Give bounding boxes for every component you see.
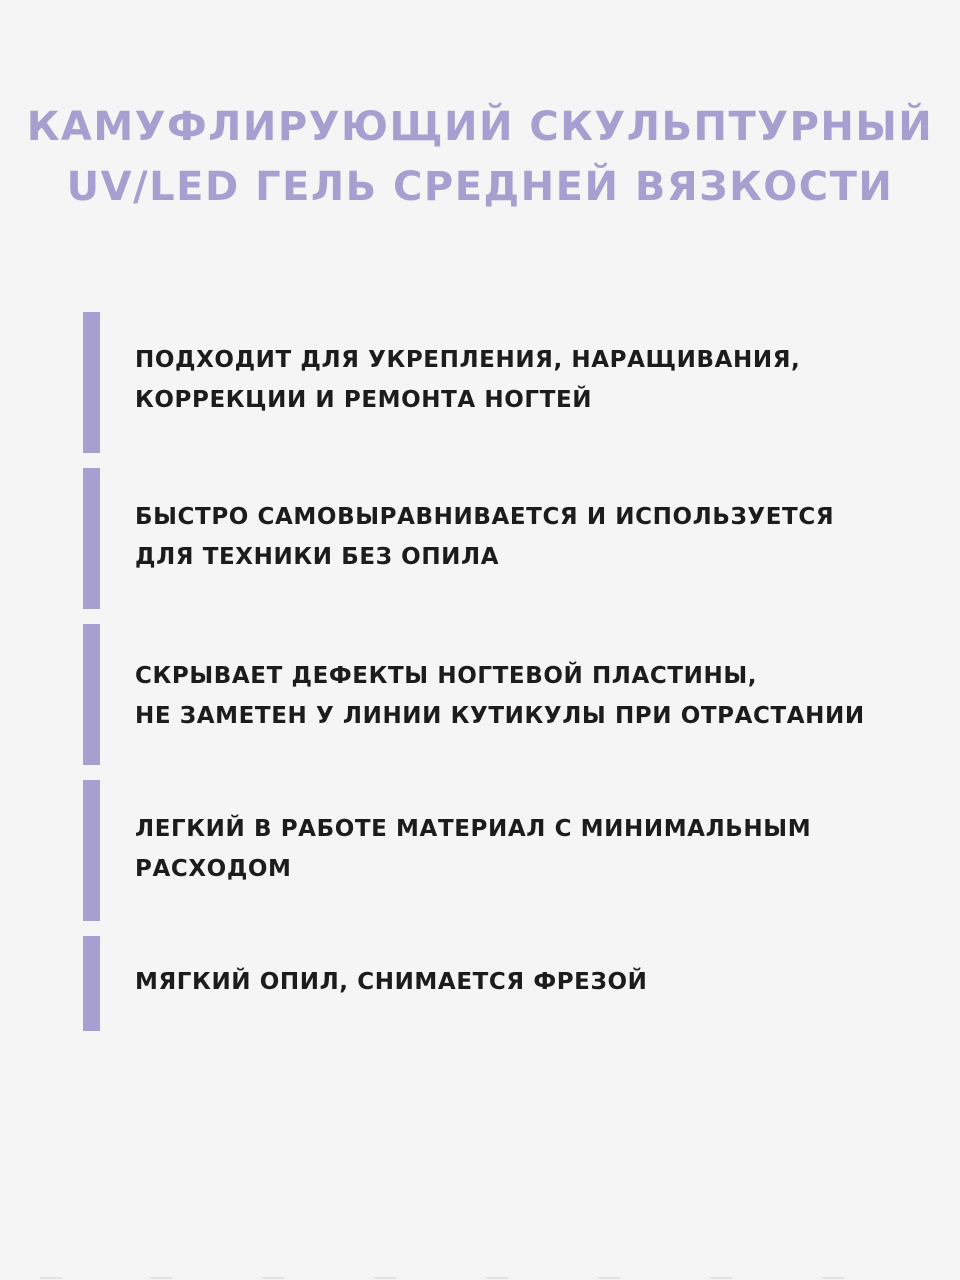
feature-line: ПОДХОДИТ ДЛЯ УКРЕПЛЕНИЯ, НАРАЩИВАНИЯ, — [135, 347, 801, 373]
divider-dash — [710, 1277, 732, 1279]
feature-item-easy-to-use — [83, 780, 923, 921]
divider-dash — [150, 1277, 172, 1279]
feature-line: КОРРЕКЦИИ И РЕМОНТА НОГТЕЙ — [135, 387, 593, 413]
feature-item-self-leveling — [83, 468, 923, 609]
feature-text — [135, 497, 925, 577]
feature-text — [135, 340, 925, 420]
accent-bar — [83, 468, 100, 609]
page-title — [0, 97, 960, 217]
divider-dash — [262, 1277, 284, 1279]
title-line: UV/LED ГЕЛЬ СРЕДНЕЙ ВЯЗКОСТИ — [66, 163, 894, 210]
divider-dash — [822, 1277, 844, 1279]
accent-bar — [83, 780, 100, 921]
accent-bar — [83, 312, 100, 453]
divider-dash — [486, 1277, 508, 1279]
feature-line: ДЛЯ ТЕХНИКИ БЕЗ ОПИЛА — [135, 544, 500, 570]
accent-bar — [83, 936, 100, 1031]
feature-line: СКРЫВАЕТ ДЕФЕКТЫ НОГТЕВОЙ ПЛАСТИНЫ, — [135, 663, 758, 689]
divider-dash — [598, 1277, 620, 1279]
accent-bar — [83, 624, 100, 765]
divider-dash — [374, 1277, 396, 1279]
feature-line: НЕ ЗАМЕТЕН У ЛИНИИ КУТИКУЛЫ ПРИ ОТРАСТАНИИ — [135, 703, 865, 729]
bottom-divider — [0, 1275, 960, 1280]
feature-text — [135, 962, 925, 1002]
feature-line: БЫСТРО САМОВЫРАВНИВАЕТСЯ И ИСПОЛЬЗУЕТСЯ — [135, 504, 835, 530]
feature-item-soft-filing — [83, 936, 923, 1031]
feature-line: МЯГКИЙ ОПИЛ, СНИМАЕТСЯ ФРЕЗОЙ — [135, 969, 648, 995]
feature-line: РАСХОДОМ — [135, 856, 292, 882]
feature-text — [135, 809, 925, 889]
feature-text — [135, 656, 925, 736]
feature-line: ЛЕГКИЙ В РАБОТЕ МАТЕРИАЛ С МИНИМАЛЬНЫМ — [135, 816, 812, 842]
feature-item-strengthening — [83, 312, 923, 453]
feature-item-camouflage — [83, 624, 923, 765]
divider-dash — [40, 1277, 62, 1279]
title-line: КАМУФЛИРУЮЩИЙ СКУЛЬПТУРНЫЙ — [26, 103, 934, 150]
